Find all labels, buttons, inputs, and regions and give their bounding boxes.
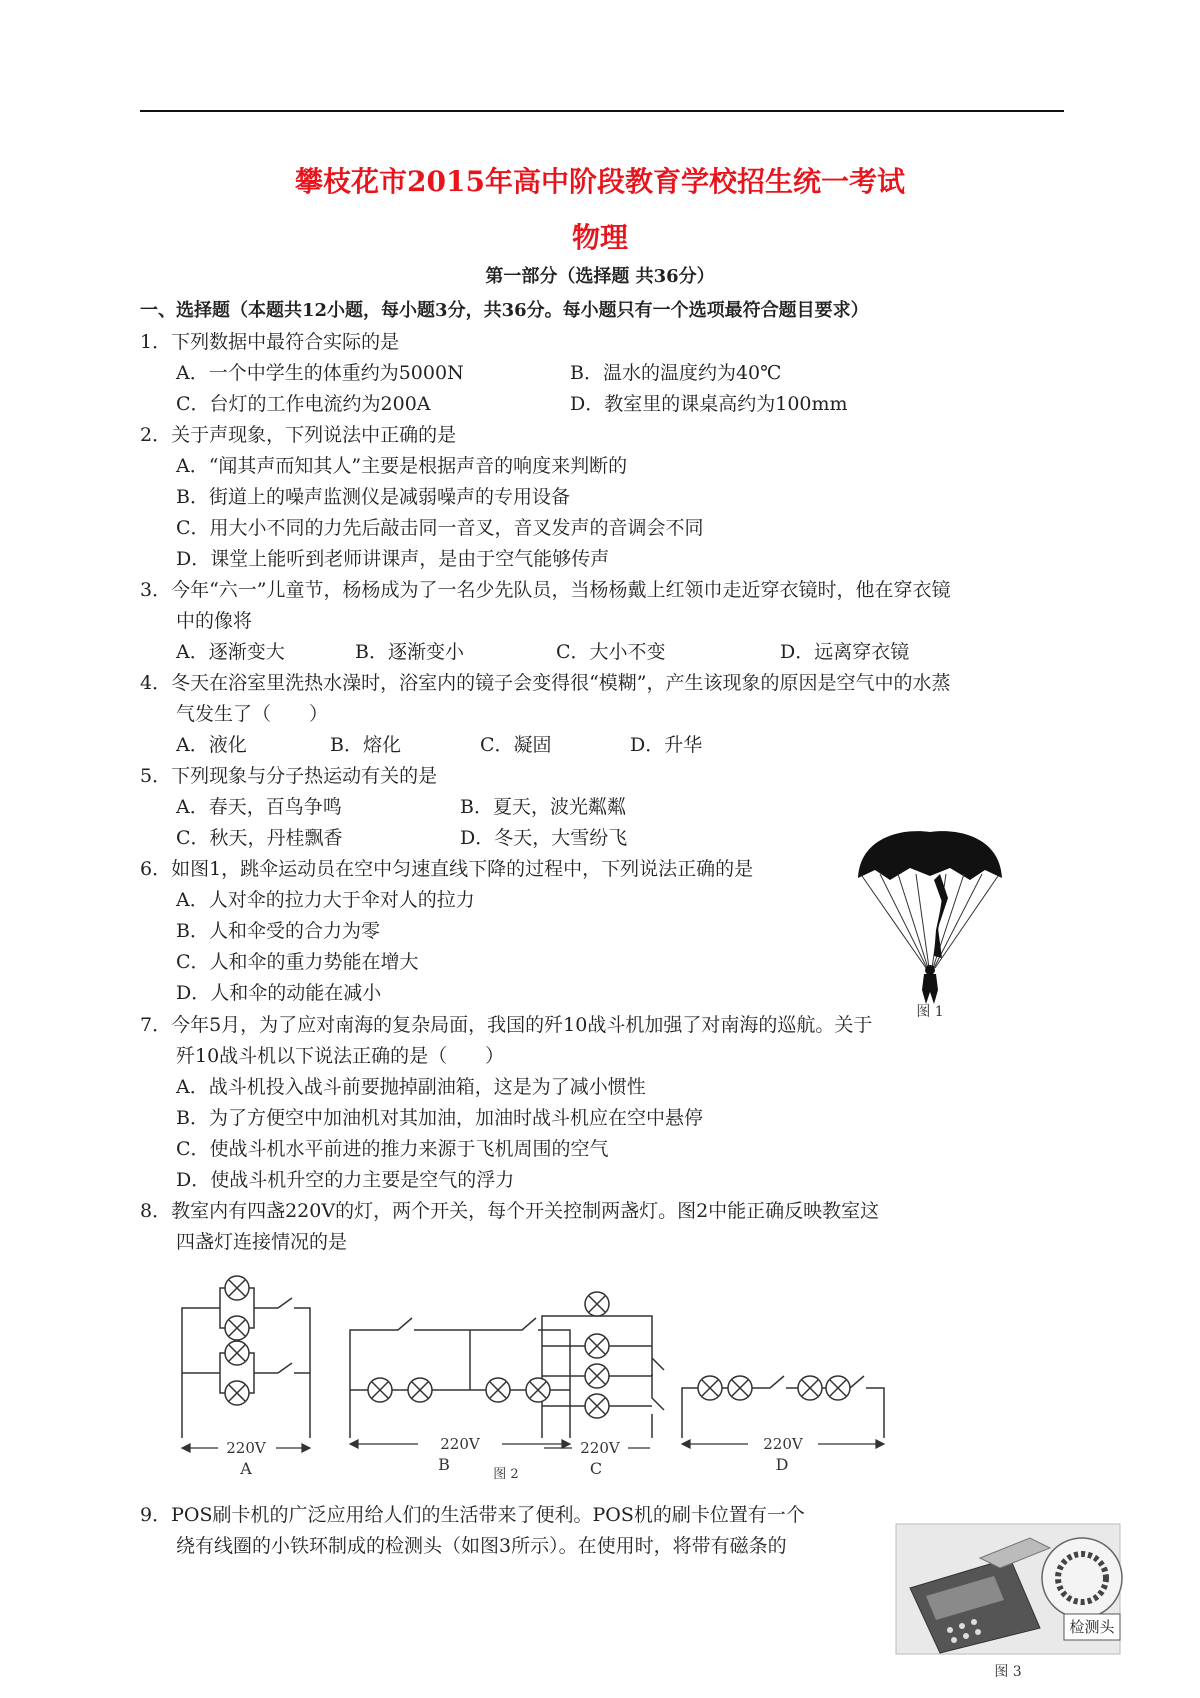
circuit-b-label: B	[438, 1455, 450, 1474]
circuit-c-label: C	[589, 1459, 603, 1478]
q1-option-c: C．台灯的工作电流约为200A	[176, 393, 431, 415]
q1-option-a: A．一个中学生的体重约为5000N	[176, 362, 464, 384]
q7-option-d: D．使战斗机升空的力主要是空气的浮力	[176, 1169, 515, 1191]
exam-subject: 物理	[571, 221, 628, 254]
figure1-caption: 图 1	[916, 1004, 944, 1018]
q1-stem: 1．下列数据中最符合实际的是	[140, 331, 400, 353]
q4-option-b: B．熔化	[330, 734, 401, 756]
q7-option-a: A．战斗机投入战斗前要抛掉副油箱，这是为了减小惯性	[176, 1076, 646, 1098]
circuit-c-voltage: 220V	[580, 1439, 620, 1457]
q2-option-a: A．“闻其声而知其人”主要是根据声音的响度来判断的	[176, 455, 628, 477]
circuit-a-label: A	[240, 1459, 252, 1478]
q7-stem-line1: 7．今年5月，为了应对南海的复杂局面，我国的歼10战斗机加强了对南海的巡航。关于	[140, 1014, 873, 1036]
q6-option-d: D．人和伞的动能在减小	[176, 982, 382, 1004]
parachute-figure	[850, 818, 1010, 1018]
q3-option-c: C．大小不变	[556, 641, 666, 663]
q4-option-c: C．凝固	[480, 734, 552, 756]
q2-option-d: D．课堂上能听到老师讲课声，是由于空气能够传声	[176, 548, 610, 570]
section-heading: 一、选择题（本题共12小题，每小题3分，共36分。每小题只有一个选项最符合题目要求）	[140, 300, 869, 321]
q2-option-b: B．街道上的噪声监测仪是减弱噪声的专用设备	[176, 486, 570, 508]
q3-option-d: D．远离穿衣镜	[780, 641, 910, 663]
q5-option-c: C．秋天，丹桂飘香	[176, 827, 343, 849]
q8-stem-line1: 8．教室内有四盏220V的灯，两个开关，每个开关控制两盏灯。图2中能正确反映教室这	[140, 1200, 880, 1222]
q8-stem-line2: 四盏灯连接情况的是	[176, 1231, 348, 1253]
q1-option-d: D．教室里的课桌高约为100mm	[570, 393, 848, 415]
q1-option-b: B．温水的温度约为40℃	[570, 362, 782, 384]
q9-stem-line2: 绕有线圈的小铁环制成的检测头（如图3所示）。在使用时，将带有磁条的	[176, 1535, 787, 1557]
q5-stem: 5．下列现象与分子热运动有关的是	[140, 765, 438, 787]
q7-option-c: C．使战斗机水平前进的推力来源于飞机周围的空气	[176, 1138, 609, 1160]
q2-stem: 2．关于声现象，下列说法中正确的是	[140, 424, 457, 446]
q7-option-b: B．为了方便空中加油机对其加油，加油时战斗机应在空中悬停	[176, 1107, 703, 1129]
q3-stem-line1: 3．今年“六一”儿童节，杨杨成为了一名少先队员，当杨杨戴上红领巾走近穿衣镜时，他在穿衣镜	[140, 579, 951, 601]
exam-title: 攀枝花市2015年高中阶段教育学校招生统一考试	[295, 165, 905, 198]
figure3-caption: 图 3	[994, 1664, 1022, 1680]
top-rule	[140, 110, 1064, 112]
part-heading: 第一部分（选择题 共36分）	[485, 266, 715, 287]
circuit-d-label: D	[775, 1455, 789, 1474]
q3-stem-line2: 中的像将	[176, 610, 253, 632]
pos-figure	[890, 1518, 1126, 1686]
q4-stem-line1: 4．冬天在浴室里洗热水澡时，浴室内的镜子会变得很“模糊”，产生该现象的原因是空气中的水蒸	[140, 672, 951, 694]
q4-option-a: A．液化	[176, 734, 247, 756]
q2-option-c: C．用大小不同的力先后敲击同一音叉，音叉发声的音调会不同	[176, 517, 704, 539]
q5-option-d: D．冬天，大雪纷飞	[460, 827, 628, 849]
q3-option-a: A．逐渐变大	[176, 641, 285, 663]
circuit-d-voltage: 220V	[763, 1435, 803, 1453]
circuit-a-voltage: 220V	[226, 1439, 266, 1457]
q4-option-d: D．升华	[630, 734, 703, 756]
q6-option-a: A．人对伞的拉力大于伞对人的拉力	[176, 889, 475, 911]
q5-option-b: B．夏天，波光粼粼	[460, 796, 626, 818]
q9-stem-line1: 9．POS刷卡机的广泛应用给人们的生活带来了便利。POS机的刷卡位置有一个	[140, 1504, 805, 1526]
detector-head-label: 检测头	[1069, 1618, 1115, 1636]
q6-option-b: B．人和伞受的合力为零	[176, 920, 380, 942]
q3-option-b: B．逐渐变小	[355, 641, 464, 663]
q5-option-a: A．春天，百鸟争鸣	[176, 796, 342, 818]
figure2-caption: 图 2	[493, 1467, 519, 1480]
q6-stem: 6．如图1，跳伞运动员在空中匀速直线下降的过程中，下列说法正确的是	[140, 858, 754, 880]
q6-option-c: C．人和伞的重力势能在增大	[176, 951, 419, 973]
circuit-figure	[170, 1268, 950, 1480]
q4-stem-line2: 气发生了（ ）	[176, 703, 329, 725]
q7-stem-line2: 歼10战斗机以下说法正确的是（ ）	[176, 1045, 505, 1067]
circuit-b-voltage: 220V	[440, 1435, 480, 1453]
